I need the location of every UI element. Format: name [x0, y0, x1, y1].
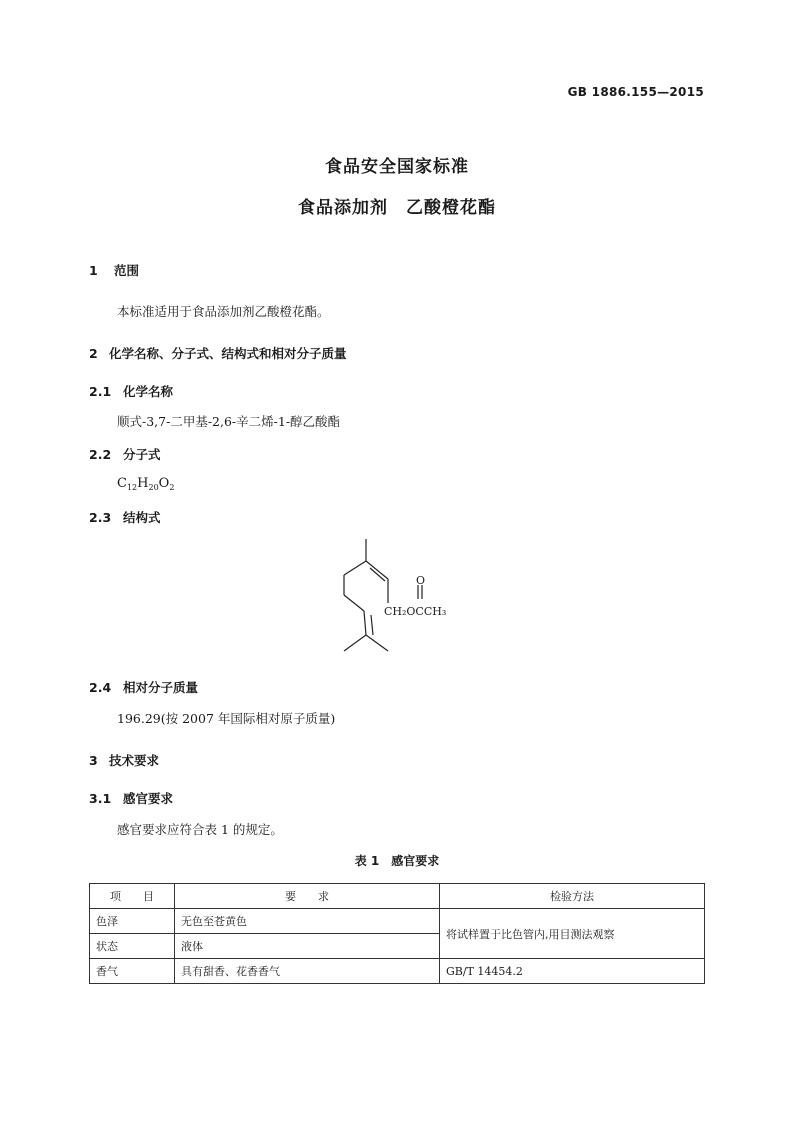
section-number: 3.1	[89, 791, 112, 806]
section-title: 相对分子质量	[123, 680, 199, 695]
table-1-caption: 表 1 感官要求	[354, 854, 440, 868]
section-1-heading	[89, 261, 139, 279]
table-row	[90, 959, 705, 984]
section-2-1-heading	[89, 382, 173, 400]
section-3-heading	[89, 751, 159, 769]
section-number: 2.4	[89, 680, 112, 695]
section-number: 2.3	[89, 510, 112, 525]
section-2-heading	[89, 344, 347, 362]
section-2-2-heading	[89, 445, 161, 463]
section-title: 化学名称	[123, 384, 174, 399]
section-2-4-heading	[89, 678, 198, 696]
section-1-text: 本标准适用于食品添加剂乙酸橙花酯。	[117, 304, 330, 319]
cell-item: 色泽	[90, 909, 175, 934]
section-2-3-heading	[89, 508, 161, 526]
header-item: 项 目	[90, 884, 175, 909]
section-title: 分子式	[123, 447, 161, 462]
document-title: 食品安全国家标准	[325, 157, 469, 177]
section-number: 2.2	[89, 447, 112, 462]
section-number: 3	[89, 753, 98, 768]
cell-item: 状态	[90, 934, 175, 959]
header-method: 检验方法	[440, 884, 705, 909]
cell-requirement: 具有甜香、花香香气	[175, 959, 440, 984]
section-title: 化学名称、分子式、结构式和相对分子质量	[109, 346, 347, 361]
structural-formula	[330, 535, 470, 665]
cell-method-merged: 将试样置于比色管内,用目测法观察	[440, 909, 705, 959]
table-row	[90, 909, 705, 934]
section-number: 2.1	[89, 384, 112, 399]
section-title: 技术要求	[109, 753, 160, 768]
chemical-name: 顺式-3,7-二甲基-2,6-辛二烯-1-醇乙酸酯	[117, 414, 341, 429]
section-title: 范围	[114, 263, 140, 278]
document-subtitle: 食品添加剂 乙酸橙花酯	[298, 198, 496, 218]
table-header-row	[90, 884, 705, 909]
standard-number: GB 1886.155—2015	[567, 85, 704, 99]
section-number: 1	[89, 263, 98, 278]
sensory-requirements-table	[89, 883, 705, 984]
molecular-weight: 196.29(按 2007 年国际相对原子质量)	[117, 711, 336, 726]
cell-requirement: 无色至苍黄色	[175, 909, 440, 934]
cell-requirement: 液体	[175, 934, 440, 959]
section-title: 感官要求	[123, 791, 174, 806]
molecular-formula: $C_{12}H_{20}O_2$	[117, 476, 175, 492]
section-3-1-heading	[89, 789, 173, 807]
cell-item: 香气	[90, 959, 175, 984]
section-title: 结构式	[123, 510, 161, 525]
header-requirement: 要 求	[175, 884, 440, 909]
ester-group-label: CH₂OCCH₃	[384, 605, 447, 618]
section-number: 2	[89, 346, 98, 361]
section-3-1-text: 感官要求应符合表 1 的规定。	[117, 822, 283, 837]
carbonyl-oxygen-label: O	[416, 574, 426, 587]
cell-method: GB/T 14454.2	[440, 959, 705, 984]
